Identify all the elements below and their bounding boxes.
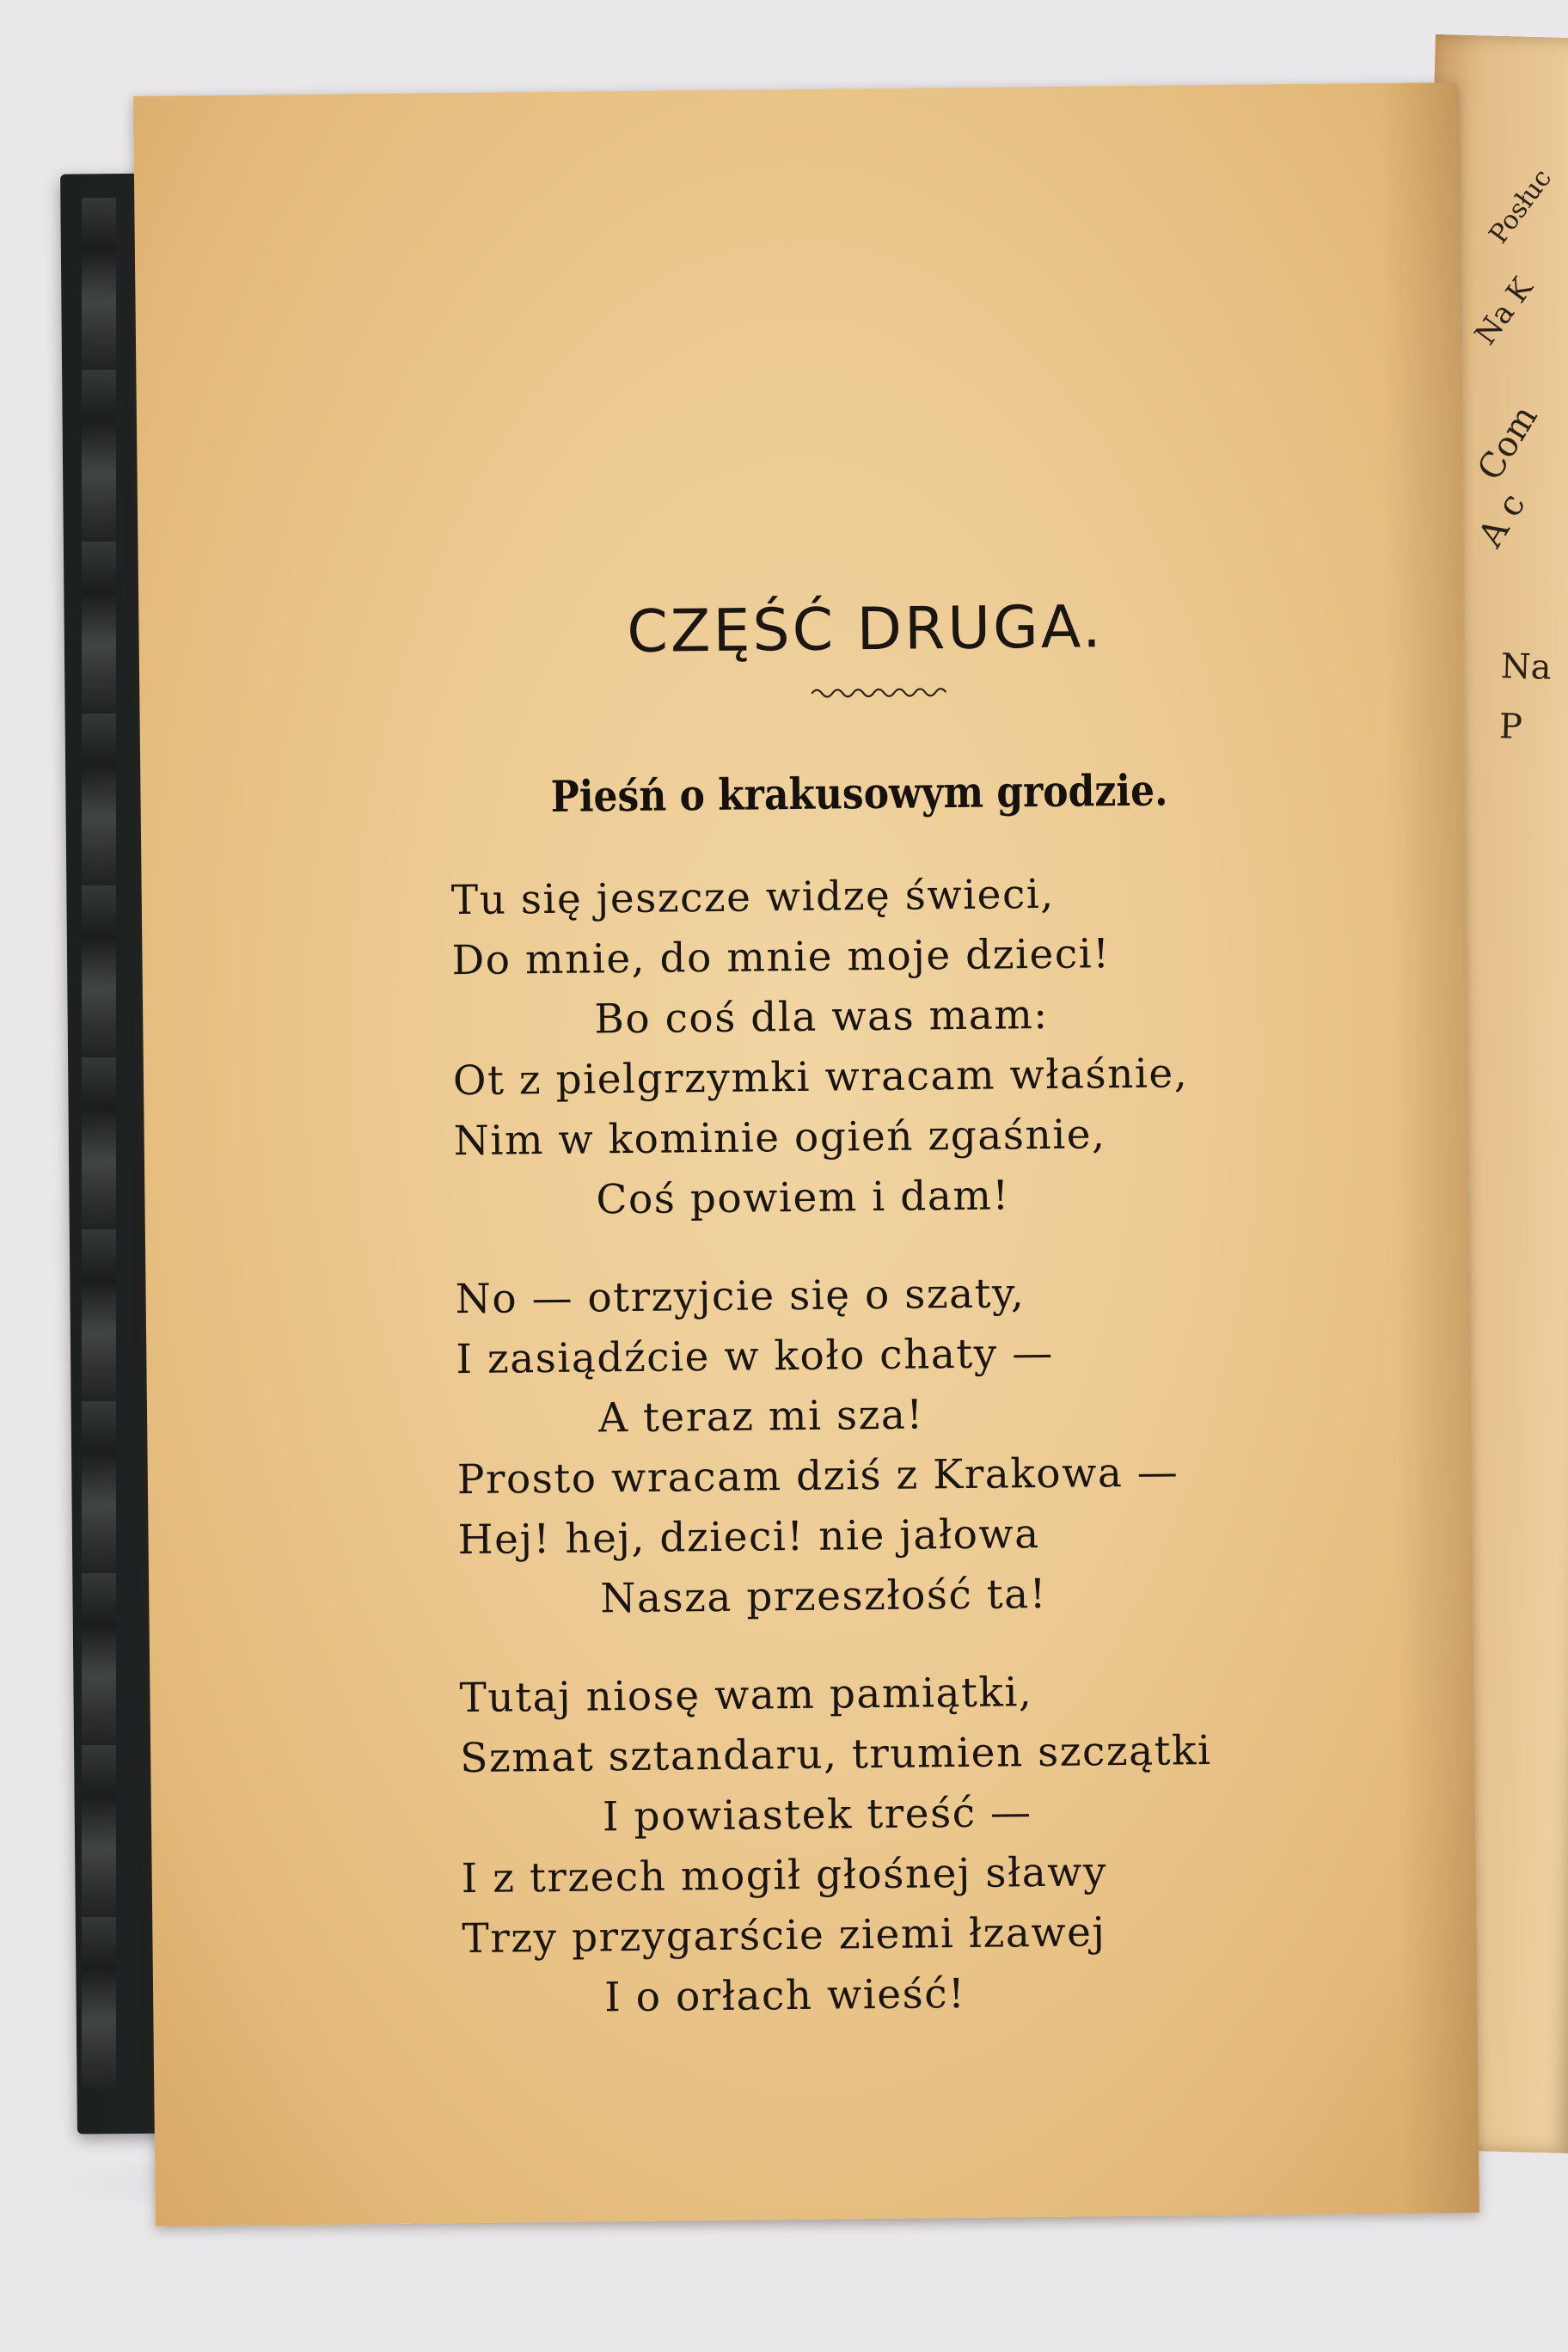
poem-line: Hej! hej, dzieci! nie jałowa: [457, 1510, 1040, 1565]
book-page: [133, 83, 1479, 2226]
facing-page-fragment: A c: [1470, 486, 1534, 554]
poem-line: Bo coś dla was mam:: [593, 990, 1049, 1044]
poem-line: Nim w kominie ogień zgaśnie,: [453, 1111, 1106, 1166]
poem-line: Do mnie, do mnie moje dzieci!: [451, 930, 1111, 985]
wavy-rule-icon: [810, 683, 947, 702]
poem-line: Ot z pielgrzymki wracam właśnie,: [452, 1050, 1189, 1106]
stanza: [455, 1259, 1421, 1631]
poem-line: Coś powiem i dam!: [596, 1172, 1011, 1224]
poem-line: I powiastek treść —: [602, 1789, 1032, 1841]
facing-page-fragment: Na: [1500, 646, 1553, 688]
poem-line: A teraz mi sza!: [597, 1391, 925, 1442]
stanza: [459, 1658, 1425, 2030]
poem-line: I z trzech mogił głośnej sławy: [461, 1848, 1108, 1903]
part-title: CZĘŚĆ DRUGA.: [626, 593, 1105, 667]
bleed-through-text: [133, 83, 1459, 260]
facing-page-fragment: Posłuc: [1483, 163, 1559, 250]
poem-line: I o orłach wieść!: [603, 1969, 966, 2022]
facing-page-fragment: Com: [1470, 398, 1546, 487]
song-title: Pieśń o krakusowym grodzie.: [550, 764, 1168, 822]
poem-line: Nasza przeszłość ta!: [600, 1570, 1048, 1623]
poem-line: No — otrzyjcie się o szaty,: [455, 1270, 1026, 1324]
facing-page-fragment: P: [1498, 707, 1523, 747]
stanza: [450, 861, 1417, 1232]
poem-line: Szmat sztandaru, trumien szczątki: [459, 1726, 1212, 1783]
poem-line: I zasiądźcie w koło chaty —: [456, 1329, 1055, 1384]
poem-line: Trzy przygarście ziemi łzawej: [462, 1908, 1106, 1963]
poem-line: Tu się jeszcze widzę świeci,: [450, 870, 1056, 925]
book-spine-edge: [82, 198, 116, 2089]
poem-line: Prosto wracam dziś z Krakowa —: [456, 1449, 1179, 1504]
facing-page-fragment: Na K: [1467, 271, 1540, 352]
poem: [450, 861, 1426, 2067]
poem-line: Tutaj niosę wam pamiątki,: [459, 1669, 1033, 1723]
